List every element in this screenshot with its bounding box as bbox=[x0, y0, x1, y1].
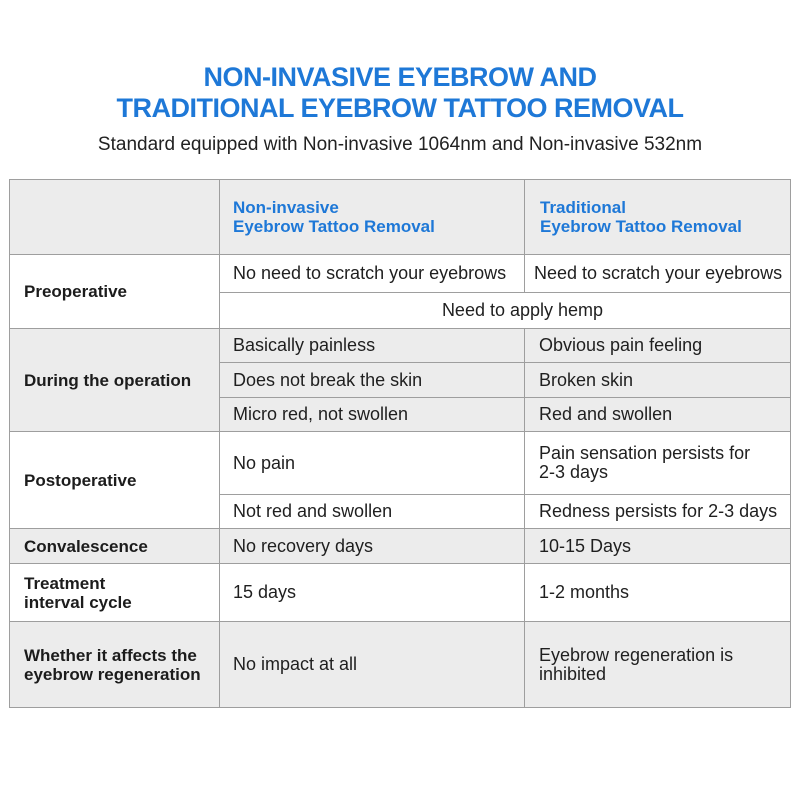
cell-traditional-preoperative bbox=[525, 255, 790, 292]
cell-traditional-convalescence bbox=[525, 529, 790, 563]
cell-text: Micro red, not swollen bbox=[233, 404, 409, 424]
cell-text: 15 days bbox=[233, 582, 297, 602]
cell-noninvasive-postoperative-2 bbox=[220, 495, 524, 528]
row-label-treatment-interval bbox=[10, 564, 219, 621]
cell-text: No recovery days bbox=[233, 535, 374, 556]
cell-text: Does not break the skin bbox=[233, 369, 423, 390]
cell-traditional-regeneration bbox=[525, 622, 790, 707]
cell-traditional-during-2 bbox=[525, 363, 790, 397]
title-line-2: TRADITIONAL EYEBROW TATTOO REMOVAL bbox=[116, 93, 684, 123]
header-noninvasive-line-2: Eyebrow Tattoo Removal bbox=[233, 217, 435, 236]
cell-noninvasive-regeneration bbox=[220, 622, 524, 707]
row-label-text: Postoperative bbox=[24, 470, 137, 490]
cell-text-line-2: inhibited bbox=[539, 663, 607, 684]
row-label-postoperative bbox=[10, 432, 219, 528]
cell-text: 1-2 months bbox=[539, 582, 630, 602]
cell-text: No impact at all bbox=[233, 654, 358, 674]
cell-noninvasive-during-1 bbox=[220, 329, 524, 362]
row-label-line-2: eyebrow regeneration bbox=[24, 664, 201, 684]
header-traditional-line-2: Eyebrow Tattoo Removal bbox=[540, 217, 742, 236]
row-label-text: Preoperative bbox=[24, 282, 127, 301]
row-label-line-2: interval cycle bbox=[24, 592, 132, 612]
cell-text: No pain bbox=[233, 452, 296, 473]
row-label-text: During the operation bbox=[24, 370, 192, 390]
cell-traditional-during-3 bbox=[525, 398, 790, 431]
cell-text: No need to scratch your eyebrows bbox=[233, 263, 507, 283]
cell-text: Redness persists for 2-3 days bbox=[539, 501, 778, 521]
cell-text: Broken skin bbox=[539, 369, 634, 390]
cell-text: Need to scratch your eyebrows bbox=[534, 263, 783, 283]
row-label-preoperative bbox=[10, 255, 219, 328]
title-line-1: NON-INVASIVE EYEBROW AND bbox=[203, 62, 597, 92]
cell-noninvasive-convalescence bbox=[220, 529, 524, 563]
cell-noninvasive-preoperative bbox=[220, 255, 524, 292]
row-label-text: Convalescence bbox=[24, 536, 148, 556]
cell-traditional-during-1 bbox=[525, 329, 790, 362]
row-label-line-1: Treatment bbox=[24, 573, 106, 593]
cell-noninvasive-postoperative-1 bbox=[220, 432, 524, 494]
row-label-regeneration bbox=[10, 622, 219, 707]
cell-text: 10-15 Days bbox=[539, 535, 632, 556]
cell-traditional-postoperative-2 bbox=[525, 495, 790, 528]
cell-text: Obvious pain feeling bbox=[539, 335, 703, 355]
page-title bbox=[0, 62, 800, 124]
cell-text: Not red and swollen bbox=[233, 501, 393, 521]
table-header-noninvasive bbox=[220, 180, 524, 254]
subtitle: Standard equipped with Non-invasive 1064nm and Non-invasive 532nm bbox=[97, 134, 703, 155]
cell-traditional-postoperative-1 bbox=[525, 432, 790, 494]
cell-noninvasive-during-2 bbox=[220, 363, 524, 397]
header-noninvasive-line-1: Non-invasive bbox=[233, 198, 339, 217]
cell-text: Basically painless bbox=[233, 335, 376, 355]
cell-text: Red and swollen bbox=[539, 404, 673, 424]
row-label-convalescence bbox=[10, 529, 219, 563]
cell-text: Need to apply hemp bbox=[441, 300, 604, 320]
cell-noninvasive-during-3 bbox=[220, 398, 524, 431]
cell-traditional-treatment-interval bbox=[525, 564, 790, 621]
row-label-line-1: Whether it affects the bbox=[24, 645, 197, 665]
row-label-during-operation bbox=[10, 329, 219, 431]
table-header-traditional bbox=[525, 180, 790, 254]
header-traditional-line-1: Traditional bbox=[540, 198, 626, 217]
comparison-table bbox=[9, 179, 791, 708]
cell-text-line-1: Pain sensation persists for bbox=[539, 443, 751, 463]
cell-text-line-2: 2-3 days bbox=[539, 462, 609, 482]
cell-noninvasive-treatment-interval bbox=[220, 564, 524, 621]
cell-shared-preoperative bbox=[220, 293, 790, 328]
cell-text-line-1: Eyebrow regeneration is bbox=[539, 644, 734, 665]
table-header-corner bbox=[10, 180, 219, 254]
